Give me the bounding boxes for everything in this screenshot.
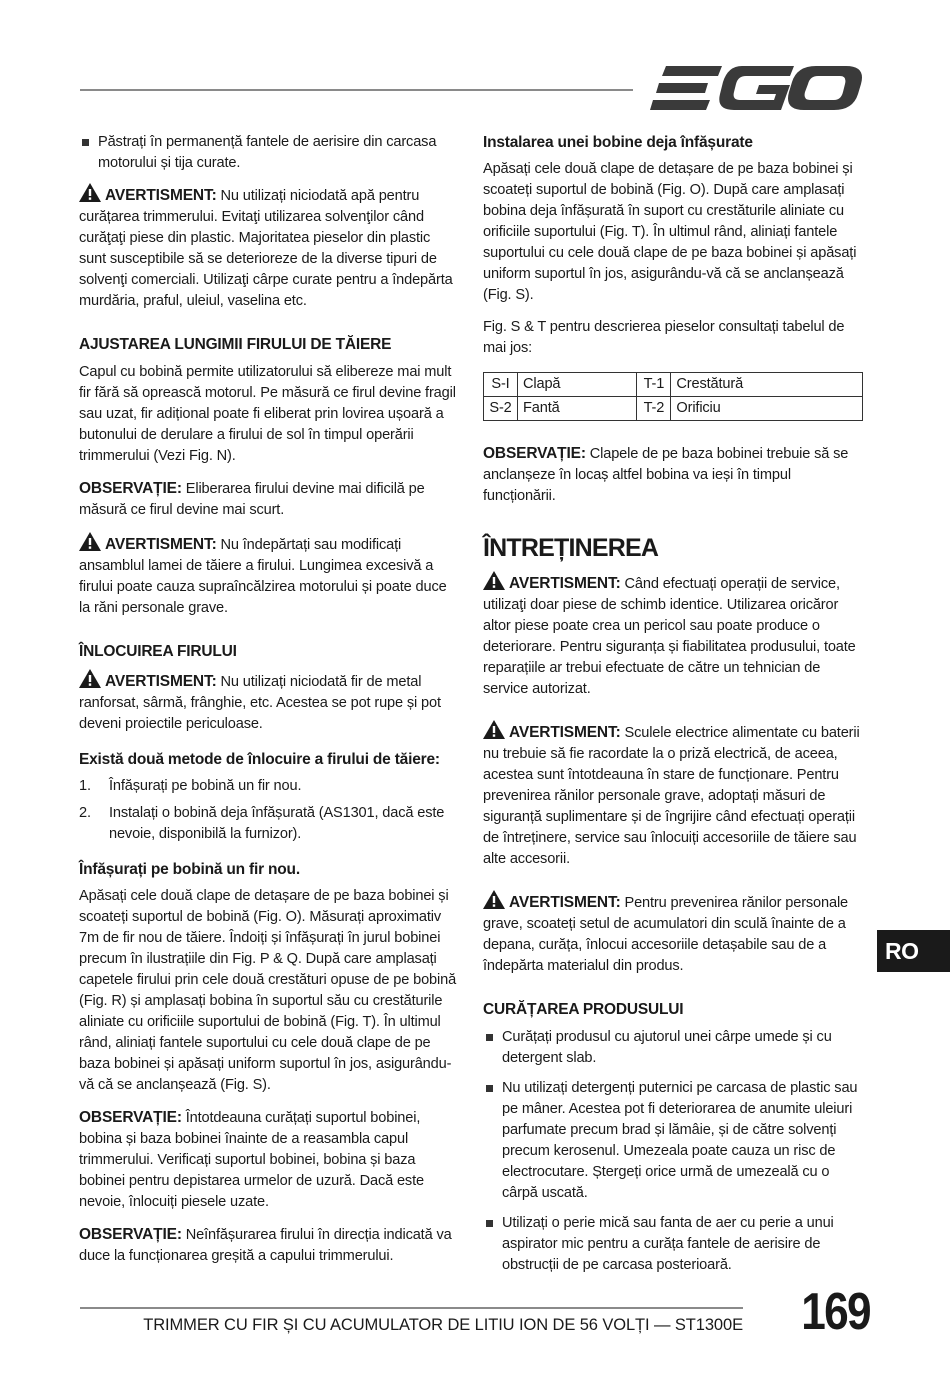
warning-block xyxy=(483,720,863,870)
warning-triangle-icon xyxy=(483,720,505,739)
footer-product-title: TRIMMER CU FIR ȘI CU ACUMULATOR DE LITIU ION DE 56 VOLȚI — ST1300E xyxy=(143,1316,743,1334)
warning-text: Sculele electrice alimentate cu baterii nu trebuie să fie racordate la o priză electrică, de aceea, acestea sunt întotdeauna în stare de funcționare. Pentru prevenirea rănilor personale grave, adoptați măsuri de siguranță suplimentare și de îngrijire când efectuați operații de întreținere, service sau înlocuiți accesoriile de tăiere sau alte accesorii. xyxy=(483,725,860,867)
bullet-item xyxy=(483,1078,863,1204)
warning-block xyxy=(483,571,863,700)
warning-label: AVERTISMENT: xyxy=(105,673,217,690)
chapter-heading-maintenance: ÎNTREȚINEREA xyxy=(483,534,659,562)
table-cell: Fantă xyxy=(518,397,637,421)
ego-logo xyxy=(650,64,862,112)
warning-triangle-icon xyxy=(79,183,101,202)
warning-text: Când efectuați operații de service, utilizaţi doar piese de schimb identice. Utilizarea oricăror altor piese poate crea un pericol sau poate produce o deteriorare. Pentru siguranța și fiabilitatea produsului, toate reparațiile ar trebui efectuate de către un tehnician de service autorizat. xyxy=(483,576,856,697)
table-cell: T-2 xyxy=(637,397,671,421)
bullet-item xyxy=(79,132,459,174)
paragraph-table-intro: Fig. S & T pentru descrierea pieselor consultați tabelul de mai jos: xyxy=(483,319,845,356)
note-label: OBSERVAȚIE: xyxy=(79,480,182,497)
table-cell: S-I xyxy=(484,373,518,397)
bullet-square-icon xyxy=(486,1034,493,1041)
warning-text: Pentru prevenirea rănilor personale grave, scoateți setul de acumulatori din sculă înainte de a depana, curăța, înlocui accesoriile detașabile sau de a îndepărta materialul din produs. xyxy=(483,895,849,974)
warning-triangle-icon xyxy=(79,669,101,688)
table-row xyxy=(484,373,863,397)
table-row xyxy=(484,397,863,421)
subheading-wind-line: Înfășurați pe bobină un fir nou. xyxy=(79,861,300,878)
table-cell: Orificiu xyxy=(671,397,863,421)
warning-label: AVERTISMENT: xyxy=(509,894,621,911)
note-text: Clapele de pe baza bobinei trebuie să se anclanșeze în locaș altfel bobina va ieși în timpul funcționării. xyxy=(483,446,849,504)
bullet-item xyxy=(483,1213,863,1276)
warning-block xyxy=(483,890,863,977)
table-cell: T-1 xyxy=(637,373,671,397)
bullet-text: Păstrați în permanență fantele de aerisire din carcasa motorului și tija curate. xyxy=(98,134,437,171)
note-block xyxy=(79,478,459,521)
paragraph-wind-line: Apăsați cele două clape de detașare de pe baza bobinei și scoateți suportul de bobină (Fig. O). Măsurați aproximativ 7m de fir nou de tăiere. Îndoiți și înfășurați în jurul bobinei precum în ilustrațiile din Fig. P & Q. După care amplasați capetele firului prin cele două crestături opuse de pe bobină (Fig. R) și amplasați bobina în suportul său cu crestăturile aliniate cu orificiile suportului de bobină (Fig. T). În ultimul rând, aliniați fantele suportului cu cele două clape de pe baza bobinei și apăsați uniform suportul în jos, asigurându-vă că se anclanșează (Fig. S). xyxy=(79,888,457,1093)
note-label: OBSERVAȚIE: xyxy=(483,445,586,462)
footer-rule xyxy=(80,1307,743,1309)
left-column xyxy=(79,132,459,1278)
bullet-square-icon xyxy=(82,139,89,146)
parts-table xyxy=(483,372,863,421)
warning-block xyxy=(79,532,459,619)
item-text: Instalați o bobină deja înfășurată (AS1301, dacă este nevoie, disponibilă la furnizor). xyxy=(109,805,445,842)
language-tab: RO xyxy=(877,930,950,972)
item-number: 2. xyxy=(79,805,91,821)
bullet-square-icon xyxy=(486,1085,493,1092)
warning-label: AVERTISMENT: xyxy=(105,187,217,204)
subheading-install-spool: Instalarea unei bobine deja înfășurate xyxy=(483,134,753,151)
note-block xyxy=(79,1224,459,1267)
warning-block xyxy=(79,183,459,312)
bullet-item xyxy=(483,1027,863,1069)
warning-block xyxy=(79,669,459,735)
section-heading-cleaning: CURĂȚAREA PRODUSULUI xyxy=(483,1001,684,1018)
numbered-item xyxy=(79,803,459,845)
header-rule xyxy=(80,89,633,91)
item-text: Înfășurați pe bobină un fir nou. xyxy=(109,778,302,794)
bullet-square-icon xyxy=(486,1220,493,1227)
page-number: 169 xyxy=(801,1283,870,1341)
section-heading-replace-line: ÎNLOCUIREA FIRULUI xyxy=(79,643,237,660)
note-text: Întotdeauna curățați suportul bobinei, bobina și baza bobinei înainte de a reasambla capul trimmerului. Verificați suportul bobinei, bobina și baza bobinei pentru depistarea urmelor de uzură. Dacă este nevoie, înlocuiți piesele uzate. xyxy=(79,1110,424,1210)
warning-text: Nu utilizați niciodată apă pentru curățarea trimmerului. Evitaţi utilizarea solvenţilor când curăţaţi piese din plastic. Majoritatea pieselor din plastic sunt susceptibile să se deterioreze de la diverse tipuri de solvenţi comerciali. Utilizaţi cârpe curate pentru a îndepărta murdăria, praful, uleiul, vaselina etc. xyxy=(79,188,453,309)
warning-label: AVERTISMENT: xyxy=(105,536,217,553)
table-cell: S-2 xyxy=(484,397,518,421)
item-number: 1. xyxy=(79,778,91,794)
warning-triangle-icon xyxy=(79,532,101,551)
bullet-text: Nu utilizați detergenți puternici pe carcasa de plastic sau pe mâner. Acestea pot fi deteriorarea de anumite uleiuri parfumate precum brad și lămâie, și de către solvenți precum kerosenul. Umezeala poate cauza un risc de electrocutare. Ștergeți orice urmă de umezeală cu o cârpă uscată. xyxy=(502,1080,858,1201)
paragraph-install-spool: Apăsați cele două clape de detașare de pe baza bobinei și scoateți suportul de bobină (Fig. O). După care amplasați bobina deja înfășurată în suport cu crestăturile aliniate cu orificiile suportului (Fig. T). În ultimul rând, aliniați fantele suportului cu cele două clape de pe baza bobinei și apăsați uniform suportul în jos, asigurându-vă că se anclanșează (Fig. S). xyxy=(483,161,857,303)
table-cell: Crestătură xyxy=(671,373,863,397)
warning-text: Nu utilizați niciodată fir de metal ranforsat, sârmă, frânghie, etc. Acestea se pot rupe și pot deveni proiectile periculoase. xyxy=(79,674,441,732)
note-text: Eliberarea firului devine mai dificilă pe măsură ce firul devine mai scurt. xyxy=(79,481,425,518)
note-text: Neînfășurarea firului în direcția indicată va duce la funcționarea greșită a capului trimmerului. xyxy=(79,1227,452,1264)
warning-text: Nu îndepărtați sau modificați ansamblul lamei de tăiere a firului. Lungimea excesivă a firului poate cauza supraîncălzirea motorului și poate duce la răni personale grave. xyxy=(79,537,447,616)
note-label: OBSERVAȚIE: xyxy=(79,1109,182,1126)
bullet-text: Utilizați o perie mică sau fanta de aer cu perie a unui aspirator mic pentru a curăța fantele de aerisire de obstrucții de pe carcasa posterioară. xyxy=(502,1215,834,1273)
numbered-item xyxy=(79,776,459,797)
warning-label: AVERTISMENT: xyxy=(509,724,621,741)
section-heading-adjust-line: AJUSTAREA LUNGIMII FIRULUI DE TĂIERE xyxy=(79,336,392,353)
subheading-methods: Există două metode de înlocuire a firului de tăiere: xyxy=(79,751,440,768)
warning-triangle-icon xyxy=(483,571,505,590)
warning-label: AVERTISMENT: xyxy=(509,575,621,592)
table-cell: Clapă xyxy=(518,373,637,397)
note-label: OBSERVAȚIE: xyxy=(79,1226,182,1243)
warning-triangle-icon xyxy=(483,890,505,909)
paragraph-adjust-line: Capul cu bobină permite utilizatorului să elibereze mai mult fir fără să oprească motorul. Pe măsură ce firul devine fragil sau uzat, fir adițional poate fi eliberat prin lovirea ușoară a butonului de derulare a firului de sol în timpul operării trimmerului (Vezi Fig. N). xyxy=(79,364,456,464)
note-block xyxy=(483,443,863,507)
note-block xyxy=(79,1107,459,1213)
bullet-text: Curățați produsul cu ajutorul unei cârpe umede și cu detergent slab. xyxy=(502,1029,832,1066)
right-column xyxy=(483,132,863,1285)
